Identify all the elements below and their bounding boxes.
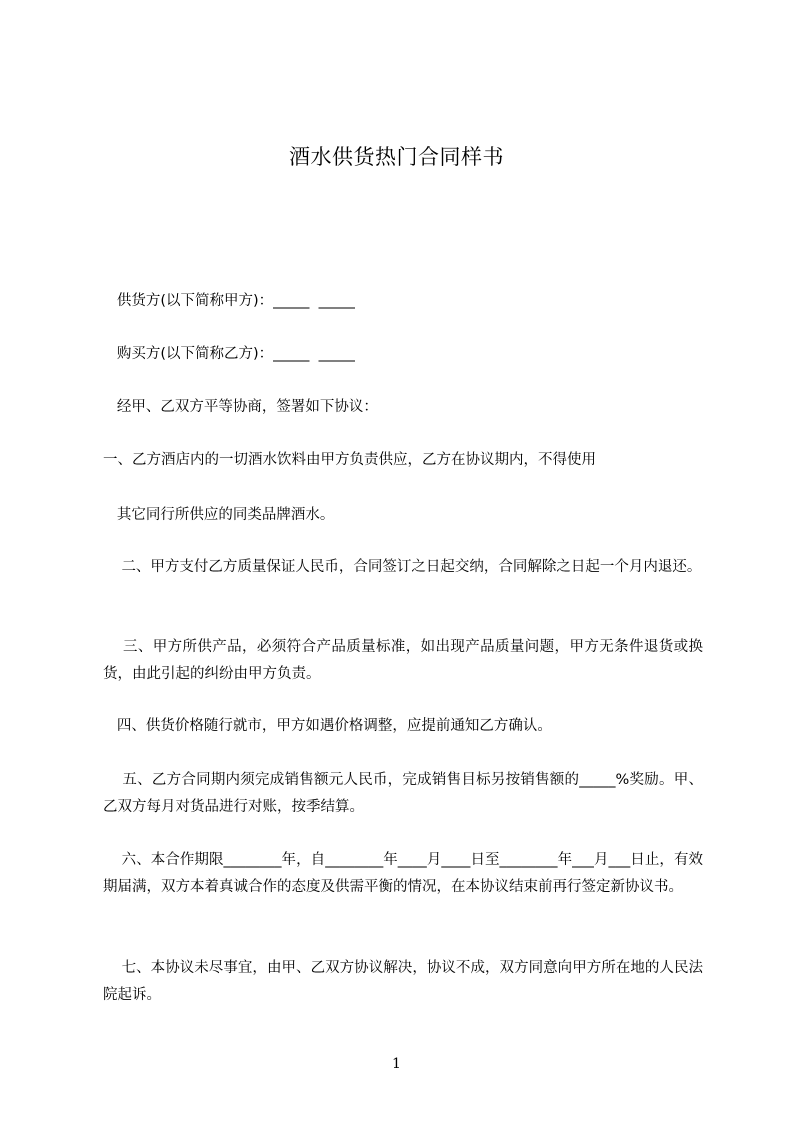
clause-6: 六、本合作期限________年，自________年____月____日至________年___月___日止，有效期届满，双方本着真诚合作的态度及供需平衡的情况，在本协议结束前再行签定新协议书。 [103, 852, 703, 895]
clause-1-line-2: 其它同行所供应的同类品牌酒水。 [103, 507, 335, 523]
clause-4: 四、供货价格随行就市，甲方如遇价格调整，应提前通知乙方确认。 [103, 718, 552, 734]
clause-5: 五、乙方合同期内须完成销售额元人民币，完成销售目标另按销售额的_____%奖励。甲、乙双方每月对货品进行对账，按季结算。 [103, 772, 703, 815]
clause-2: 二、甲方支付乙方质量保证人民币，合同签订之日起交纳，合同解除之日起一个月内退还。 [103, 559, 702, 575]
page-number: 1 [392, 1056, 401, 1072]
clause-3: 三、甲方所供产品，必须符合产品质量标准，如出现产品质量问题，甲方无条件退货或换货，由此引起的纠纷由甲方负责。 [103, 639, 703, 682]
supplier-line: 供货方(以下简称甲方)：_____ _____ [103, 293, 355, 309]
clause-1-line-1: 一、乙方酒店内的一切酒水饮料由甲方负责供应，乙方在协议期内，不得使用 [103, 452, 596, 468]
buyer-line: 购买方(以下简称乙方)：_____ _____ [103, 346, 355, 362]
agreement-intro: 经甲、乙双方平等协商，签署如下协议： [103, 399, 378, 415]
clause-7: 七、本协议未尽事宜，由甲、乙双方协议解决，协议不成，双方同意向甲方所在地的人民法院起诉。 [103, 960, 704, 1003]
contract-title: 酒水供货热门合同样书 [289, 145, 504, 169]
